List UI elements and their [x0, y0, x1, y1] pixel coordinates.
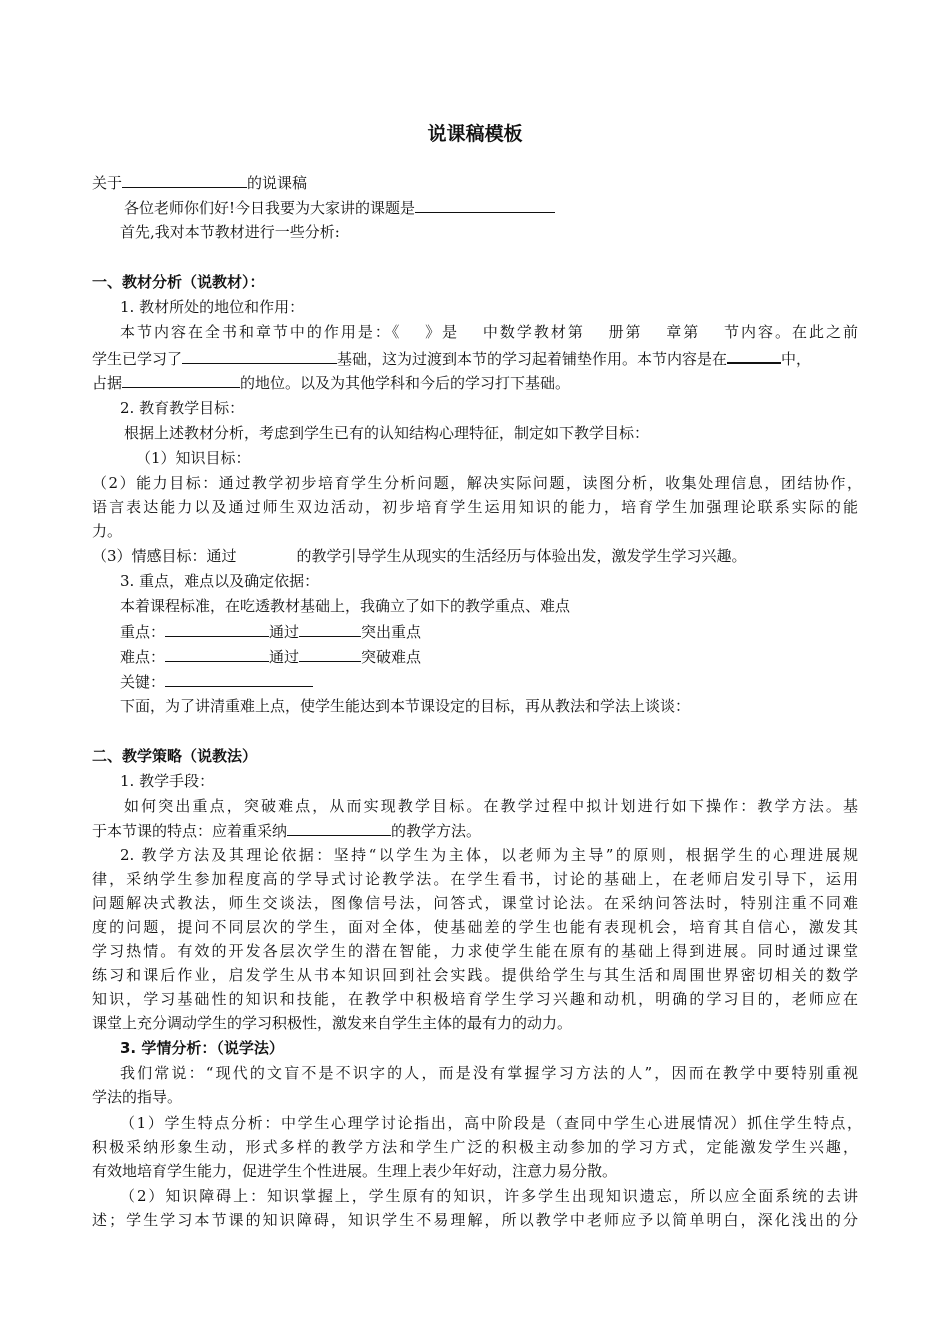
method-theory-line: 学习热情。有效的开发各层次学生的潜在智能，力求使学生能在原有的基础上得到进展。同时通过课堂 — [92, 942, 858, 960]
key-method-blank — [299, 619, 361, 637]
subsection-keypoints-title: 3. 重点，难点以及确定依据： — [120, 572, 320, 590]
method-theory-line: 知识，学习基础性的知识和技能，在教学中积极培育学生学习兴趣和动机，明确的学习目的，老师应在 — [92, 990, 858, 1008]
student-analysis-line: 积极采纳形象生动，形式多样的教学方法和学生广泛的积极主动参加的学习方式，定能激发学生兴趣， — [92, 1138, 858, 1156]
knowledge-barrier-line: 述；学生学习本节课的知识障碍，知识学生不易理解，所以教学中老师应予以简单明白，深化浅出的分 — [92, 1211, 858, 1229]
paragraph-line: 根据上述教材分析，考虑到学生已有的认知结构心理特征，制定如下教学目标： — [124, 424, 650, 442]
difficult-point-blank — [165, 644, 269, 662]
paragraph-line: 学法的指导。 — [92, 1088, 183, 1106]
role-blank — [122, 370, 240, 388]
difficult-method-blank — [299, 644, 361, 662]
paragraph-line: 我们常说：“现代的文盲不是不识字的人，而是没有掌握学习方法的人”，因而在教学中要特别重视 — [120, 1064, 858, 1082]
method-theory-line: 问题解决式教法，师生交谈法，图像信号法，问答式，课堂讨论法。在采纳问答法时，特别注重不同难 — [92, 894, 858, 912]
knowledge-barrier-line: （2）知识障碍上：知识掌握上，学生原有的知识，许多学生出现知识遗忘，所以应全面系统的去讲 — [120, 1187, 858, 1205]
paragraph-line: 于本节课的特点：应着重采纳 的教学方法。 — [92, 818, 481, 842]
section-heading-materials: 一、教材分析（说教材）： — [92, 273, 265, 291]
method-blank — [287, 818, 391, 836]
paragraph-line: 学生已学习了 基础，这为过渡到本节的学习起着铺垫作用。本节内容是在 中， — [92, 345, 862, 369]
crux-line: 关键： — [120, 669, 313, 693]
key-point-blank — [165, 619, 269, 637]
page-title: 说课稿模板 — [427, 123, 523, 145]
about-line: 关于 的说课稿 — [92, 170, 307, 194]
subsection-means-title: 1. 教学手段： — [120, 772, 215, 790]
transition-line: 下面，为了讲清重难上点，使学生能达到本节课设定的目标，再从教法和学法上谈谈： — [120, 697, 691, 715]
method-theory-line: 度的问题，提问不同层次的学生，面对全体，使基础差的学生也能有表现机会，培育其自信心，激发其 — [92, 918, 858, 936]
first-line: 首先,我对本节教材进行一些分析: — [120, 223, 340, 241]
crux-blank — [165, 669, 313, 687]
paragraph-line: 本着课程标准，在吃透教材基础上，我确立了如下的教学重点、难点 — [120, 597, 571, 615]
context-blank — [727, 345, 781, 364]
student-analysis-line: 有效地培育学生能力，促进学生个性进展。生理上表少年好动，注意力易分散。 — [92, 1162, 618, 1180]
method-theory-line: 课堂上充分调动学生的学习积极性，激发来自学生主体的最有力的动力。 — [92, 1014, 573, 1032]
greeting-line: 各位老师你们好!今日我要为大家讲的课题是 — [124, 195, 555, 219]
topic-blank — [122, 170, 247, 188]
goal-emotion: （3）情感目标：通过 的教学引导学生从现实的生活经历与体验出发，激发学生学习兴趣。 — [92, 547, 747, 565]
paragraph-line: 占据 的地位。以及为其他学科和今后的学习打下基础。 — [92, 370, 570, 394]
goal-ability-line: （2）能力目标：通过教学初步培育学生分析问题，解决实际问题，读图分析，收集处理信息，团结协作， — [92, 474, 862, 492]
goal-ability-line: 语言表达能力以及通过师生双边活动，初步培育学生运用知识的能力，培育学生加强理论联系实际的能 — [92, 498, 858, 516]
subsection-goals-title: 2. 教育教学目标： — [120, 399, 245, 417]
subsection-learning-title: 3. 学情分析：（说学法） — [120, 1039, 284, 1057]
paragraph-line: 如何突出重点，突破难点，从而实现教学目标。在教学过程中拟计划进行如下操作：教学方法。基 — [124, 797, 858, 815]
goal-knowledge: （1）知识目标： — [136, 449, 251, 467]
goal-ability-line: 力。 — [92, 522, 123, 540]
section-heading-strategy: 二、教学策略（说教法） — [92, 747, 258, 765]
method-theory-line: 2. 教学方法及其理论依据：坚持“以学生为主体，以老师为主导”的原则，根据学生的心理进展规 — [120, 846, 858, 864]
difficult-point-line: 难点： 通过 突破难点 — [120, 644, 421, 668]
paragraph-line: 本节内容在全书和章节中的作用是：《 》是 中数学教材第 册第 章第 节内容。在此之前 — [120, 323, 858, 341]
key-point-line: 重点： 通过 突出重点 — [120, 619, 421, 643]
method-theory-line: 练习和课后作业，启发学生从书本知识回到社会实践。提供给学生与其生活和周围世界密切相关的数学 — [92, 966, 858, 984]
lesson-title-blank — [415, 195, 555, 213]
subsection-position-title: 1. 教材所处的地位和作用： — [120, 298, 305, 316]
student-analysis-line: （1）学生特点分析：中学生心理学讨论指出，高中阶段是（查同中学生心进展情况）抓住学生特点， — [120, 1114, 862, 1132]
prior-knowledge-blank — [182, 346, 337, 364]
method-theory-line: 律，采纳学生参加程度高的学导式讨论教学法。在学生看书，讨论的基础上，在老师启发引导下，运用 — [92, 870, 858, 888]
